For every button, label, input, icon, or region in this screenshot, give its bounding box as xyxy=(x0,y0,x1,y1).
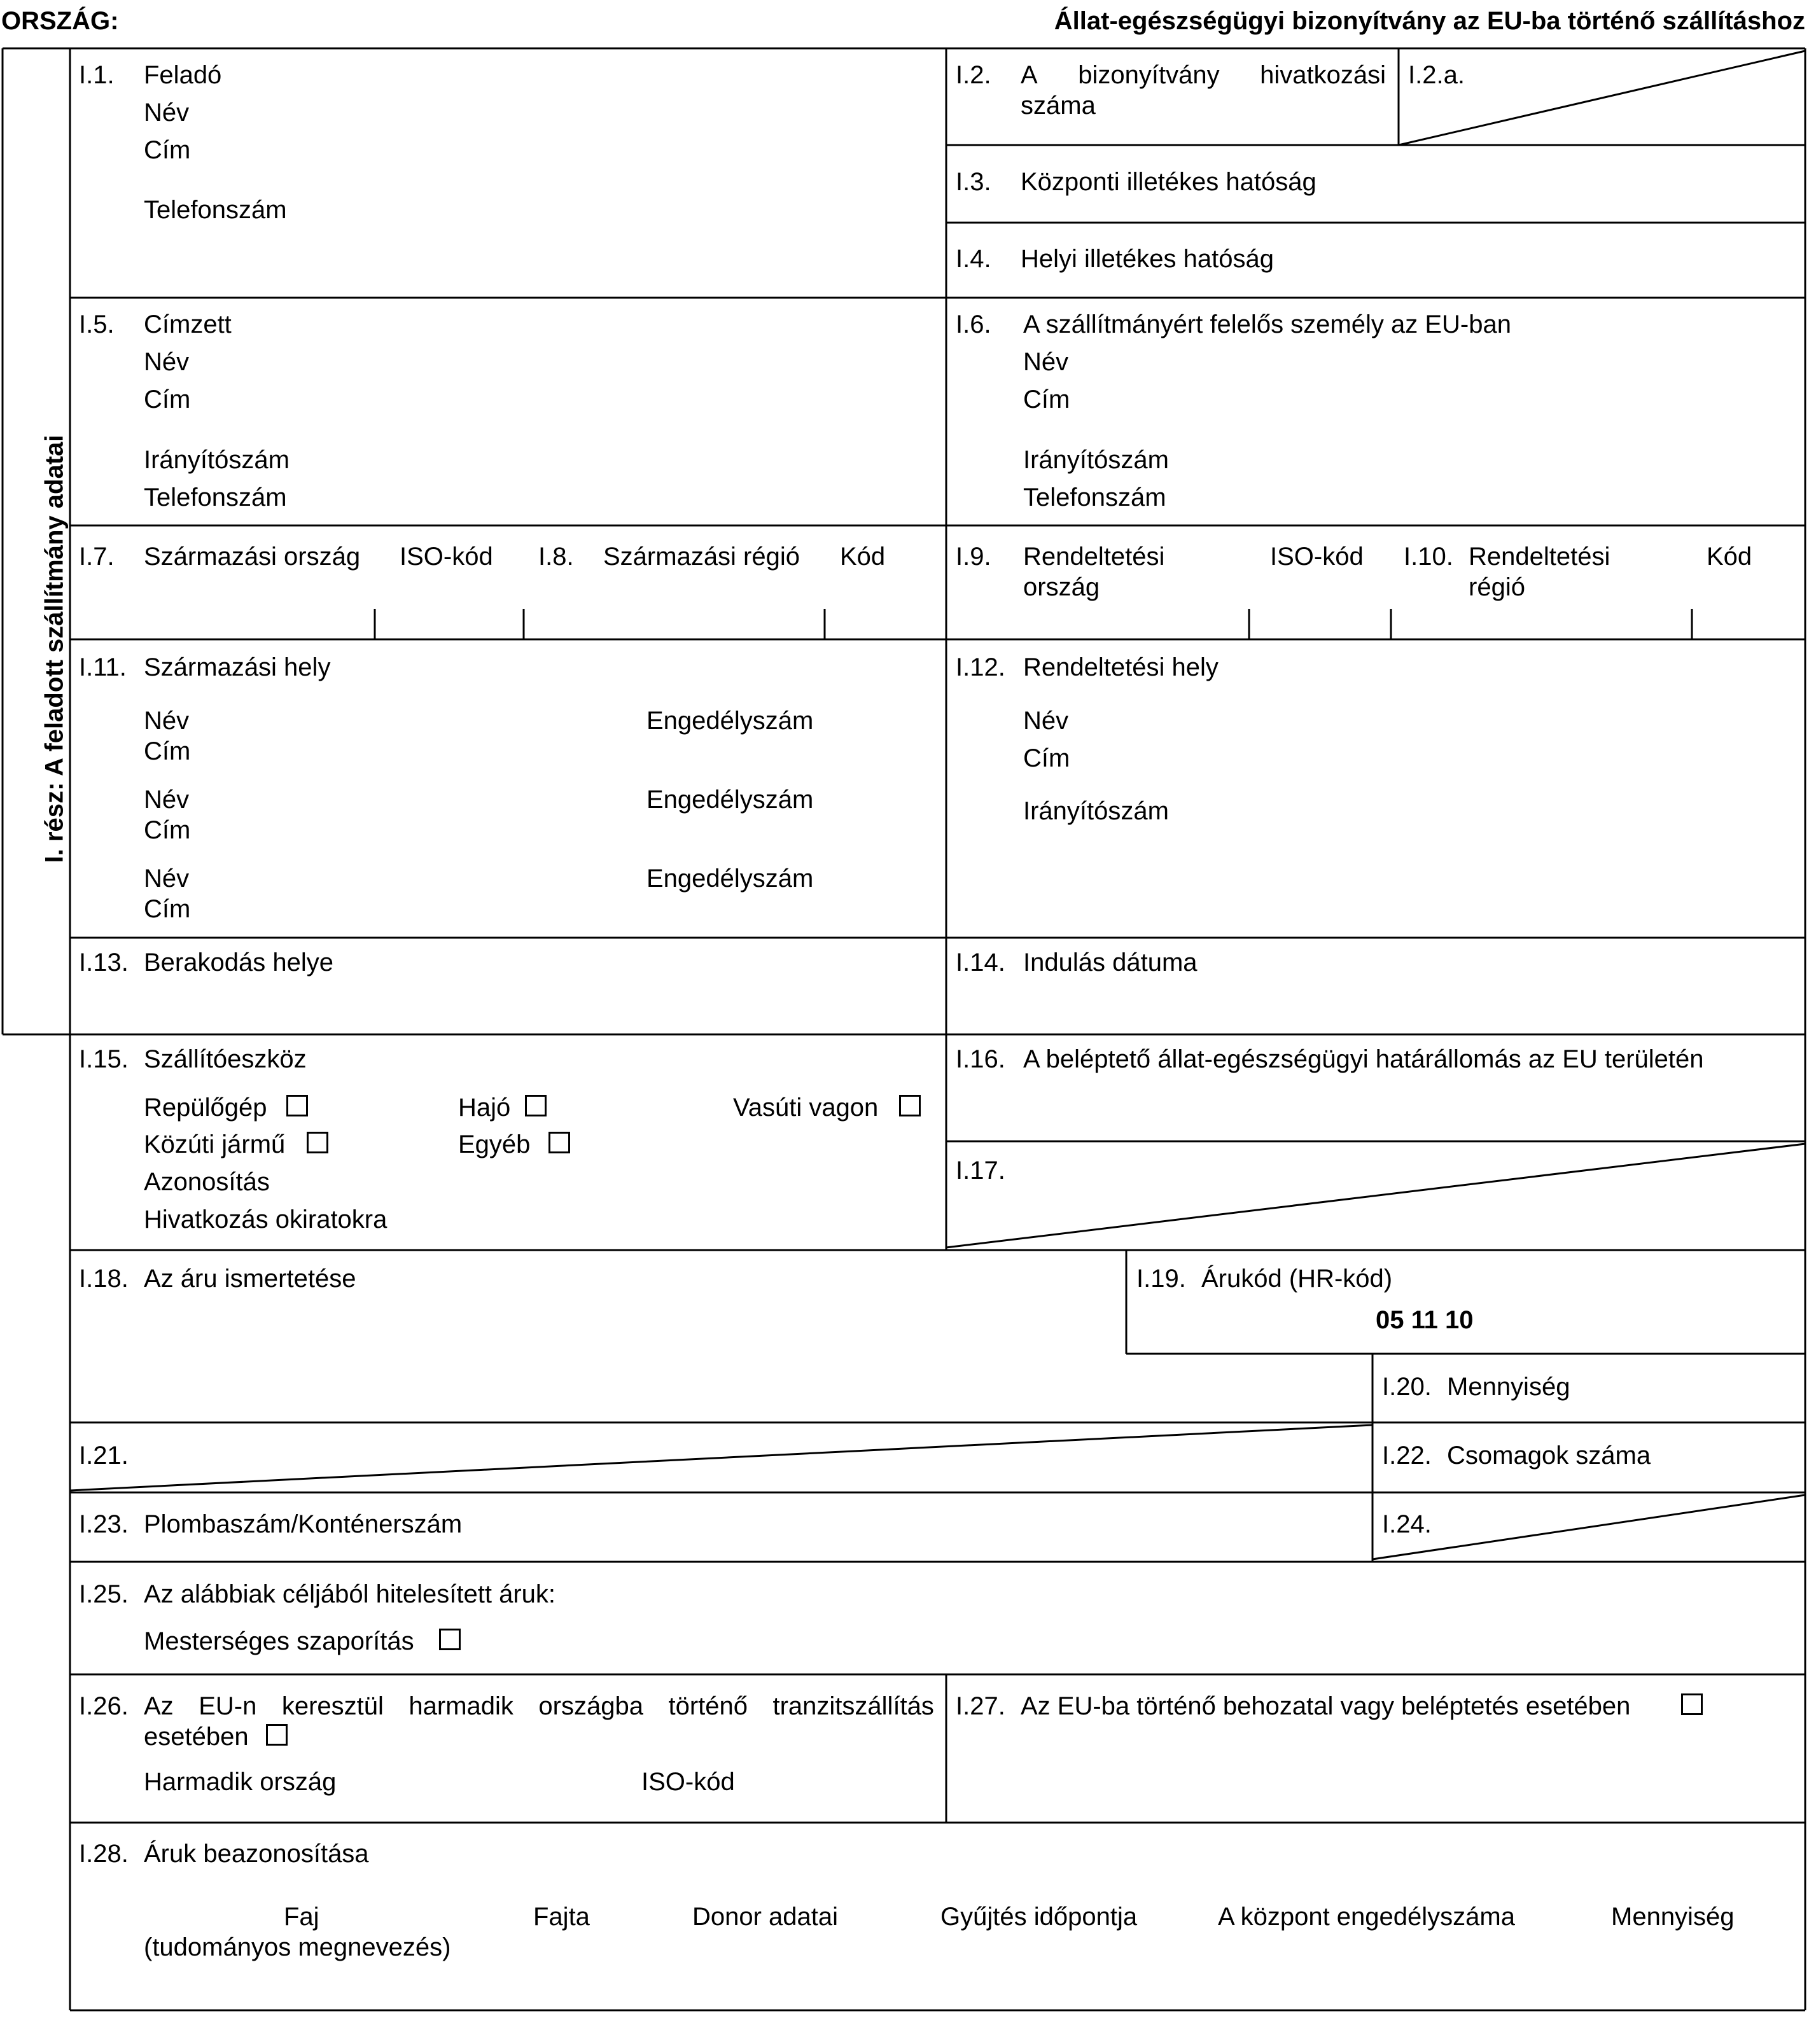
road-vehicle-label: Közúti jármű xyxy=(144,1130,286,1158)
field-label: Az áru ismertetése xyxy=(144,1265,356,1293)
field-label: Az alábbiak céljából hitelesített áruk: xyxy=(144,1580,556,1608)
field-label-line1 xyxy=(1021,60,1386,90)
code-label: ISO-kód xyxy=(1270,543,1364,571)
code-label: ISO-kód xyxy=(400,543,493,571)
country-label: ORSZÁG: xyxy=(1,7,119,35)
field-label: Származási ország xyxy=(144,543,361,571)
field-number: I.11. xyxy=(79,653,127,681)
commodity-code-value: 05 11 10 xyxy=(1376,1306,1474,1334)
address-label: Cím xyxy=(144,136,191,164)
field-number: I.3. xyxy=(956,168,991,196)
field-number: I.7. xyxy=(79,543,115,571)
address-label: Cím xyxy=(1023,386,1070,414)
label-word: történő xyxy=(668,1692,748,1720)
approval-label: Engedélyszám xyxy=(646,707,814,735)
field-number: I.19. xyxy=(1136,1265,1186,1293)
field-label: Származási régió xyxy=(603,543,800,571)
transit-checkbox[interactable] xyxy=(266,1724,288,1746)
name-label: Név xyxy=(144,707,190,735)
field-number: I.10. xyxy=(1404,543,1453,571)
label-word: EU-n xyxy=(199,1692,257,1720)
other-label: Egyéb xyxy=(458,1130,531,1158)
form-title: Állat-egészségügyi bizonyítvány az EU-ba történő szállításhoz xyxy=(1054,7,1805,35)
column-quantity: Mennyiség xyxy=(1611,1903,1735,1931)
railway-wagon-label: Vasúti vagon xyxy=(733,1094,879,1122)
label-word: tranzitszállítás xyxy=(772,1692,934,1720)
label-word: országba xyxy=(538,1692,643,1720)
name-label: Név xyxy=(1023,348,1069,376)
code-label: Kód xyxy=(1707,543,1752,571)
postcode-label: Irányítószám xyxy=(1023,446,1169,474)
label-word: A xyxy=(1021,61,1038,89)
field-number: I.28. xyxy=(79,1840,129,1868)
field-number: I.6. xyxy=(956,310,991,338)
third-country-label: Harmadik ország xyxy=(144,1768,337,1796)
import-checkbox[interactable] xyxy=(1681,1693,1703,1715)
label-word: harmadik xyxy=(409,1692,513,1720)
field-number: I.20. xyxy=(1382,1373,1432,1401)
phone-label: Telefonszám xyxy=(1023,483,1166,511)
field-label-line2: száma xyxy=(1021,92,1096,120)
identification-label: Azonosítás xyxy=(144,1168,270,1196)
phone-label: Telefonszám xyxy=(144,196,287,224)
field-label: Indulás dátuma xyxy=(1023,949,1198,977)
field-label: Áruk beazonosítása xyxy=(144,1840,369,1868)
field-number: I.18. xyxy=(79,1265,129,1293)
name-label: Név xyxy=(144,348,190,376)
field-number: I.22. xyxy=(1382,1442,1432,1470)
field-number: I.26. xyxy=(79,1692,129,1720)
postcode-label: Irányítószám xyxy=(1023,797,1169,825)
field-number: I.5. xyxy=(79,310,115,338)
column-collection-date: Gyűjtés időpontja xyxy=(940,1903,1138,1931)
field-number: I.4. xyxy=(956,245,991,273)
label-word: keresztül xyxy=(281,1692,384,1720)
field-label: Plombaszám/Konténerszám xyxy=(144,1510,463,1538)
field-label: Helyi illetékes hatóság xyxy=(1021,245,1274,273)
field-number: I.23. xyxy=(79,1510,129,1538)
address-label: Cím xyxy=(144,386,191,414)
airplane-label: Repülőgép xyxy=(144,1094,267,1122)
road-vehicle-checkbox[interactable] xyxy=(307,1132,328,1153)
label-word: Az xyxy=(144,1692,174,1720)
documentary-references-label: Hivatkozás okiratokra xyxy=(144,1206,388,1234)
artificial-reproduction-checkbox[interactable] xyxy=(439,1629,461,1650)
column-species-sub: (tudományos megnevezés) xyxy=(144,1933,451,1961)
name-label: Név xyxy=(144,786,190,814)
field-number-21: I.21. xyxy=(79,1442,129,1470)
field-number-17: I.17. xyxy=(956,1157,1005,1185)
phone-label: Telefonszám xyxy=(144,483,287,511)
address-label: Cím xyxy=(1023,744,1070,772)
label-word: bizonyítvány xyxy=(1078,61,1220,89)
field-number: I.15. xyxy=(79,1045,129,1073)
field-label: Mennyiség xyxy=(1447,1373,1570,1401)
field-number: I.25. xyxy=(79,1580,129,1608)
field-label-line1: Rendeltetési xyxy=(1023,543,1165,571)
field-number: I.8. xyxy=(538,543,574,571)
field-label: Csomagok száma xyxy=(1447,1442,1651,1470)
approval-label: Engedélyszám xyxy=(646,786,814,814)
field-label: Szállítóeszköz xyxy=(144,1045,307,1073)
field-label: A beléptető állat-egészségügyi határállomás az EU területén xyxy=(1023,1045,1704,1073)
address-label: Cím xyxy=(144,816,191,844)
field-label: Az EU-ba történő behozatal vagy beléptetés esetében xyxy=(1021,1692,1631,1720)
ship-label: Hajó xyxy=(458,1094,511,1122)
iso-code-label: ISO-kód xyxy=(641,1768,735,1796)
postcode-label: Irányítószám xyxy=(144,446,290,474)
field-label-line2: ország xyxy=(1023,573,1100,601)
field-number-2a: I.2.a. xyxy=(1408,61,1465,89)
column-centre-approval: A központ engedélyszáma xyxy=(1218,1903,1515,1931)
field-number: I.14. xyxy=(956,949,1005,977)
approval-label: Engedélyszám xyxy=(646,865,814,893)
address-label: Cím xyxy=(144,895,191,923)
field-number: I.27. xyxy=(956,1692,1005,1720)
field-label: Árukód (HR-kód) xyxy=(1201,1265,1393,1293)
field-label-line2: régió xyxy=(1469,573,1525,601)
artificial-reproduction-label: Mesterséges szaporítás xyxy=(144,1627,414,1655)
field-label: Rendeltetési hely xyxy=(1023,653,1219,681)
field-number: I.13. xyxy=(79,949,129,977)
field-label-line1: Rendeltetési xyxy=(1469,543,1610,571)
field-label: Központi illetékes hatóság xyxy=(1021,168,1317,196)
field-label: Berakodás helye xyxy=(144,949,333,977)
ship-checkbox[interactable] xyxy=(525,1095,547,1116)
name-label: Név xyxy=(144,99,190,127)
field-label: A szállítmányért felelős személy az EU-ban xyxy=(1023,310,1511,338)
address-label: Cím xyxy=(144,737,191,765)
name-label: Név xyxy=(1023,707,1069,735)
field-number-24: I.24. xyxy=(1382,1510,1432,1538)
railway-wagon-checkbox[interactable] xyxy=(899,1095,921,1116)
field-label: Származási hely xyxy=(144,653,331,681)
column-breed: Fajta xyxy=(533,1903,590,1931)
section-side-label: I. rész: A feladott szállítmány adatai xyxy=(40,435,69,863)
label-word: hivatkozási xyxy=(1260,61,1386,89)
field-number: I.16. xyxy=(956,1045,1005,1073)
field-label: Feladó xyxy=(144,61,222,89)
field-number: I.12. xyxy=(956,653,1005,681)
field-label-line1 xyxy=(144,1692,934,1721)
column-donor-details: Donor adatai xyxy=(692,1903,839,1931)
code-label: Kód xyxy=(840,543,886,571)
field-number: I.9. xyxy=(956,543,991,571)
name-label: Név xyxy=(144,865,190,893)
field-number: I.1. xyxy=(79,61,115,89)
field-number: I.2. xyxy=(956,61,991,89)
airplane-checkbox[interactable] xyxy=(286,1095,308,1116)
field-label-line2: esetében xyxy=(144,1723,249,1751)
field-label: Címzett xyxy=(144,310,232,338)
column-species: Faj xyxy=(284,1903,319,1931)
other-checkbox[interactable] xyxy=(548,1132,570,1153)
